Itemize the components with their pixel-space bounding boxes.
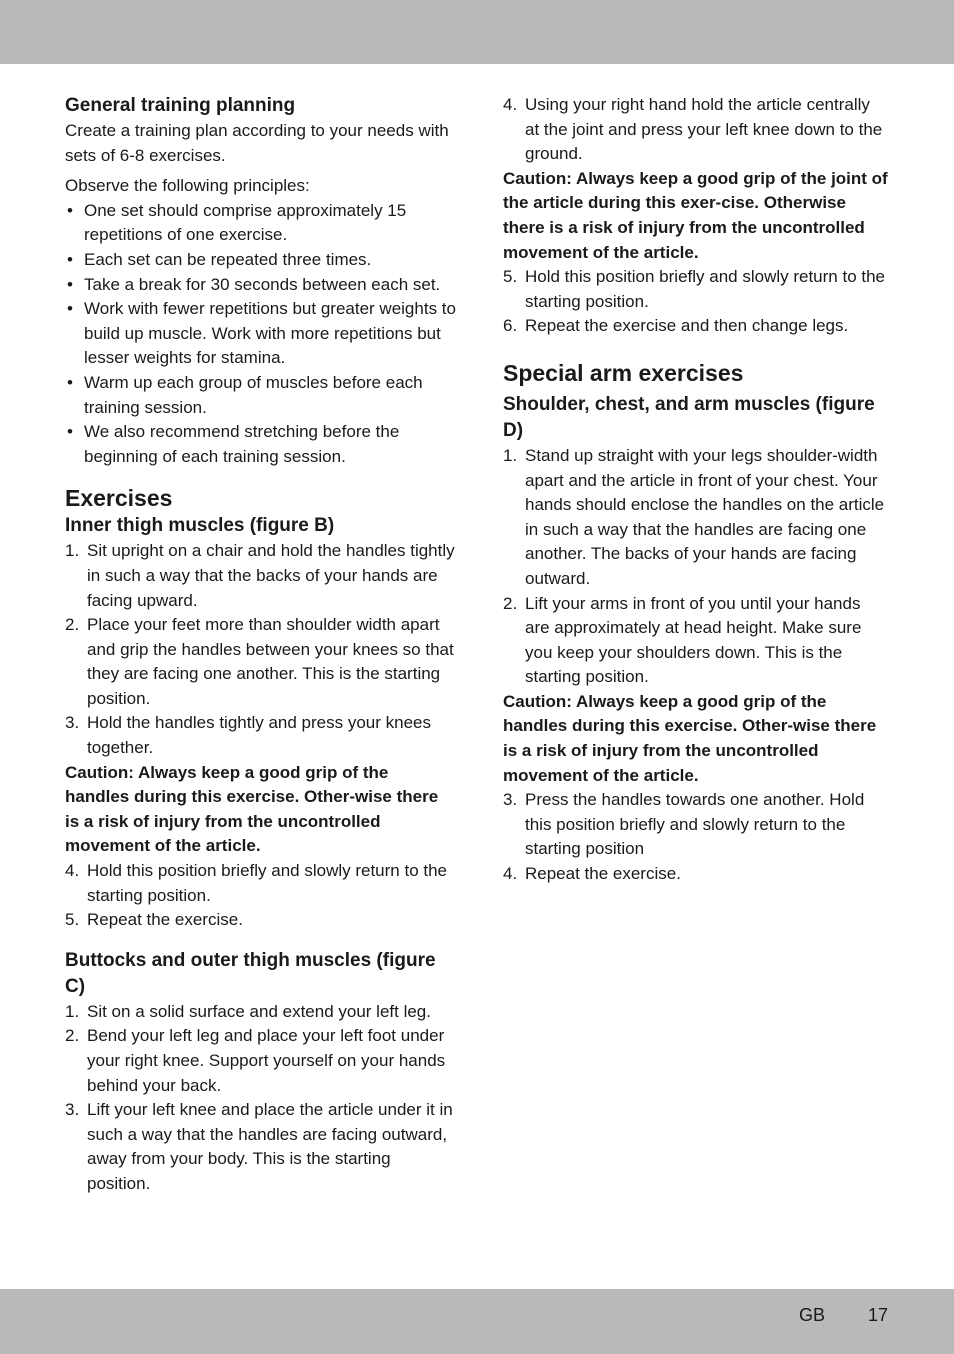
list-item — [65, 248, 457, 273]
step-text: Place your feet more than shoulder width apart and grip the handles between your knees so that they are facing one another. This is the starting position. — [87, 615, 454, 708]
special-arm-heading: Special arm exercises — [503, 359, 744, 386]
list-item — [65, 420, 457, 469]
step-item — [503, 592, 888, 690]
step-number: 6. — [503, 316, 518, 336]
inner-thigh-caution: Caution: Always keep a good grip of the handles during this exercise. Other-wise there is a risk of injury from the uncontrolled movement of the article. — [65, 762, 439, 856]
step-text: Press the handles towards one another. Hold this position briefly and slowly return to the starting position — [525, 790, 865, 859]
bullet-icon: • — [67, 274, 73, 294]
step-item — [65, 908, 457, 933]
step-item — [65, 859, 457, 908]
inner-thigh-heading: Inner thigh muscles (figure B) — [65, 515, 335, 537]
step-item — [65, 711, 457, 760]
step-number: 4. — [65, 861, 80, 881]
shoulder-steps-a — [503, 444, 888, 690]
bullet-icon: • — [67, 249, 73, 269]
step-item — [65, 1098, 457, 1196]
bullet-icon: • — [67, 372, 73, 392]
buttocks-caution: Caution: Always keep a good grip of the joint of the article during this exer-cise. Otherwise there is a risk of injury from the uncontrolled movement of the article. — [503, 168, 888, 262]
step-item — [503, 444, 888, 592]
list-item-text: Warm up each group of muscles before each training session. — [84, 372, 423, 417]
step-text: Repeat the exercise. — [87, 910, 243, 930]
buttocks-steps — [65, 1000, 457, 1197]
step-text: Sit on a solid surface and extend your left leg. — [87, 1001, 431, 1021]
shoulder-heading: Shoulder, chest, and arm muscles (figure D) — [503, 393, 875, 441]
step-item — [503, 314, 888, 339]
step-number: 1. — [65, 541, 80, 561]
step-item — [65, 1024, 457, 1098]
step-text: Stand up straight with your legs shoulder-width apart and the article in front of your chest. Your hands should enclose the handles on the article in such a way that the handles are facing one another. The backs of your hands are facing outward. — [525, 445, 885, 588]
list-item-text: Work with fewer repetitions but greater weights to build up muscle. Work with more repetitions but lesser weights for stamina. — [84, 299, 456, 368]
footer-language: GB — [799, 1305, 826, 1325]
shoulder-caution: Caution: Always keep a good grip of the handles during this exercise. Other-wise there is a risk of injury from the uncontrolled movement of the article. — [503, 691, 877, 785]
right-column — [503, 93, 888, 887]
shoulder-steps-b — [503, 788, 888, 886]
inner-thigh-steps-b — [65, 859, 457, 933]
step-item — [503, 93, 888, 167]
step-text: Lift your left knee and place the article under it in such a way that the handles are facing outward, away from your body. This is the starting position. — [87, 1100, 453, 1193]
step-text: Sit upright on a chair and hold the handles tightly in such a way that the backs of your hands are facing upward. — [87, 541, 455, 610]
buttocks-steps-continued-a — [503, 93, 888, 167]
step-item — [503, 862, 888, 887]
step-number: 2. — [65, 615, 80, 635]
step-item — [65, 539, 457, 613]
bullet-icon: • — [67, 299, 73, 319]
exercises-heading: Exercises — [65, 485, 173, 512]
step-number: 3. — [65, 713, 80, 733]
list-item — [65, 371, 457, 420]
step-number: 1. — [65, 1001, 80, 1021]
step-text: Lift your arms in front of you until your hands are approximately at head height. Make sure you keep your shoulders down. This is the starting position. — [525, 593, 862, 687]
step-number: 2. — [65, 1026, 80, 1046]
step-number: 1. — [503, 445, 518, 465]
list-item — [65, 273, 457, 298]
list-item-text: Each set can be repeated three times. — [84, 249, 372, 269]
buttocks-heading: Buttocks and outer thigh muscles (figure C) — [65, 949, 436, 997]
bullet-icon: • — [67, 200, 73, 220]
inner-thigh-steps-a — [65, 539, 457, 760]
observe-text: Observe the following principles: — [65, 176, 310, 196]
step-number: 2. — [503, 593, 518, 613]
step-number: 5. — [65, 910, 80, 930]
buttocks-steps-continued-b — [503, 265, 888, 339]
step-text: Hold this position briefly and slowly return to the starting position. — [87, 861, 448, 905]
step-number: 3. — [503, 790, 518, 810]
list-item — [65, 297, 457, 371]
step-number: 4. — [503, 95, 518, 114]
step-item — [503, 265, 888, 314]
principles-list — [65, 199, 457, 470]
step-number: 4. — [503, 864, 518, 884]
bullet-icon: • — [67, 422, 73, 442]
step-number: 5. — [503, 267, 518, 287]
step-item — [503, 788, 888, 862]
step-text: Using your right hand hold the article centrally at the joint and press your left knee down to the ground. — [525, 95, 883, 164]
left-column — [65, 93, 457, 1197]
step-text: Repeat the exercise and then change legs. — [525, 316, 849, 336]
list-item-text: Take a break for 30 seconds between each set. — [84, 274, 441, 294]
header-bar — [0, 0, 954, 64]
general-training-heading: General training planning — [65, 95, 296, 116]
page-number: 17 — [868, 1305, 889, 1325]
general-intro: Create a training plan according to your needs with sets of 6-8 exercises. — [65, 121, 449, 165]
step-text: Hold this position briefly and slowly return to the starting position. — [525, 267, 886, 311]
list-item — [65, 199, 457, 248]
step-text: Repeat the exercise. — [525, 864, 681, 884]
step-text: Bend your left leg and place your left foot under your right knee. Support yourself on your hands behind your back. — [87, 1026, 446, 1095]
step-item — [65, 613, 457, 711]
list-item-text: We also recommend stretching before the beginning of each training session. — [84, 422, 400, 466]
list-item-text: One set should comprise approximately 15 repetitions of one exercise. — [84, 200, 407, 245]
step-item — [65, 1000, 457, 1025]
step-number: 3. — [65, 1100, 80, 1120]
step-text: Hold the handles tightly and press your knees together. — [87, 713, 431, 758]
